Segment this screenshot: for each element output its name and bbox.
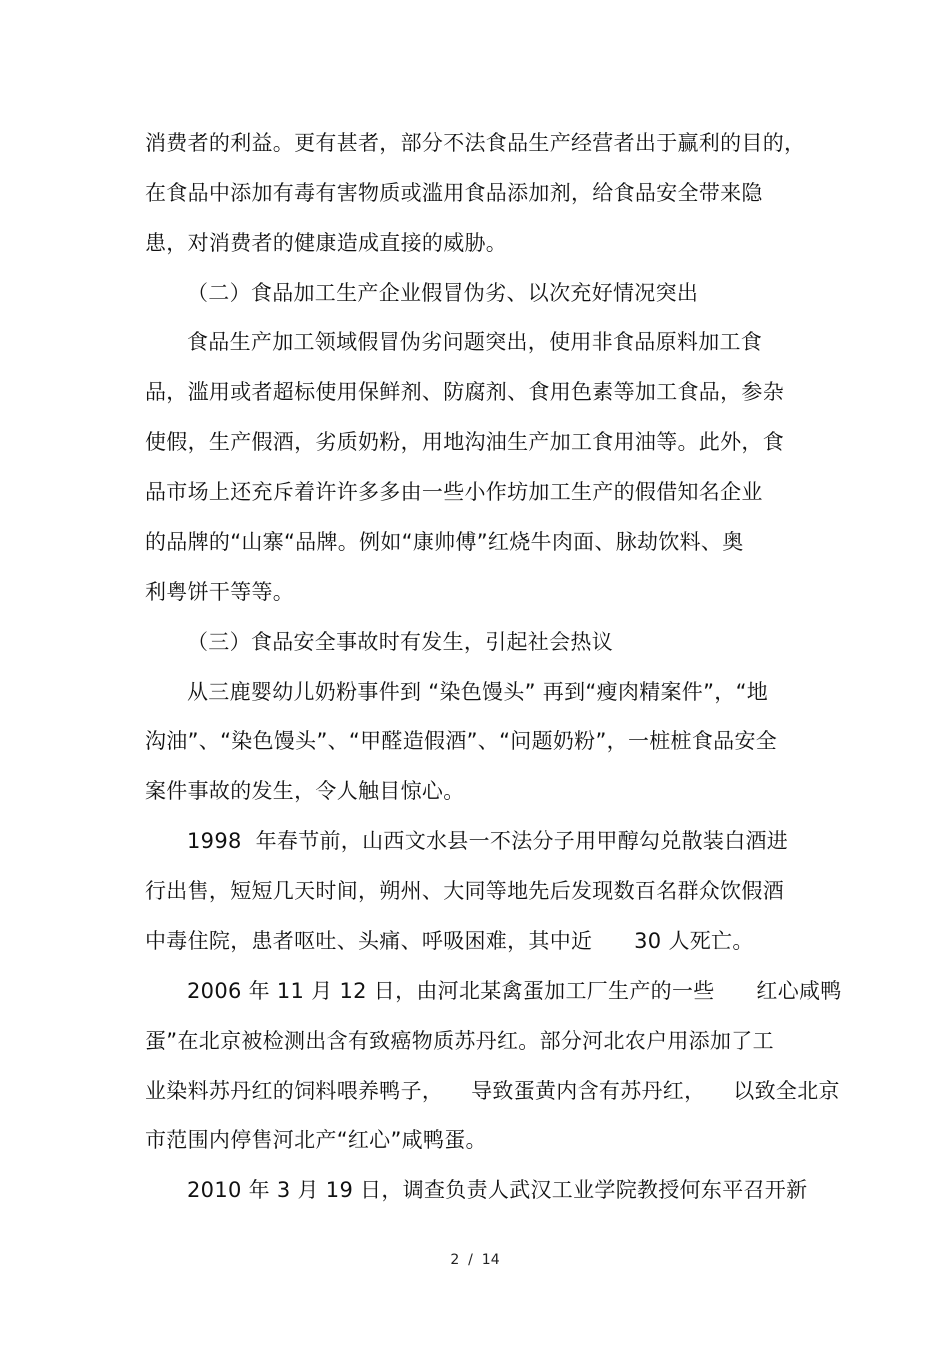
text-line: 蛋”在北京被检测出含有致癌物质苏丹红。部分河北农户用添加了工 [145,1029,774,1053]
text-line: 沟油”、“染色馒头”、“甲醛造假酒”、“问题奶粉”，一桩桩食品安全 [145,729,778,753]
text-line: 品市场上还充斥着许许多多由一些小作坊加工生产的假借知名企业 [145,480,763,504]
text-line: 业染料苏丹红的饲料喂养鸭子， 导致蛋黄内含有苏丹红， 以致全北京 [145,1079,840,1103]
text-line: 品，滥用或者超标使用保鲜剂、防腐剂、食用色素等加工食品，参杂 [145,380,784,404]
text-line: 使假，生产假酒，劣质奶粉，用地沟油生产加工食用油等。此外，食 [145,430,784,454]
text-line: 食品生产加工领域假冒伪劣问题突出，使用非食品原料加工食 [187,330,763,354]
text-line: 市范围内停售河北产“红心”咸鸭蛋。 [145,1128,487,1152]
text-line: 案件事故的发生，令人触目惊心。 [145,779,465,803]
text-line: 在食品中添加有毒有害物质或滥用食品添加剂，给食品安全带来隐 [145,181,763,205]
text-line: 行出售，短短几天时间，朔州、大同等地先后发现数百名群众饮假酒 [145,879,784,903]
page-number: 2 / 14 [450,1252,500,1268]
text-line: 2006 年 11 月 12 日，由河北某禽蛋加工厂生产的一些 红心咸鸭 [187,979,842,1003]
text-line: 从三鹿婴幼儿奶粉事件到 “染色馒头” 再到“瘦肉精案件”，“地 [187,680,769,704]
text-line: 患，对消费者的健康造成直接的威胁。 [145,231,508,255]
text-line: 利粤饼干等等。 [145,580,295,604]
section-heading: （三）食品安全事故时有发生，引起社会热议 [187,630,613,654]
text-line: 消费者的利益。更有甚者，部分不法食品生产经营者出于赢利的目的， [145,131,806,155]
text-line: 1998 年春节前，山西文水县一不法分子用甲醇勾兑散装白酒进 [187,829,789,853]
text-line: 2010 年 3 月 19 日，调查负责人武汉工业学院教授何东平召开新 [187,1178,808,1202]
text-line: 的品牌的“山寨“品牌。例如“康帅傅”红烧牛肉面、脉劫饮料、奥 [145,530,744,554]
text-line: 中毒住院，患者呕吐、头痛、呼吸困难，其中近 30 人死亡。 [145,929,754,953]
section-heading: （二）食品加工生产企业假冒伪劣、以次充好情况突出 [187,281,699,305]
